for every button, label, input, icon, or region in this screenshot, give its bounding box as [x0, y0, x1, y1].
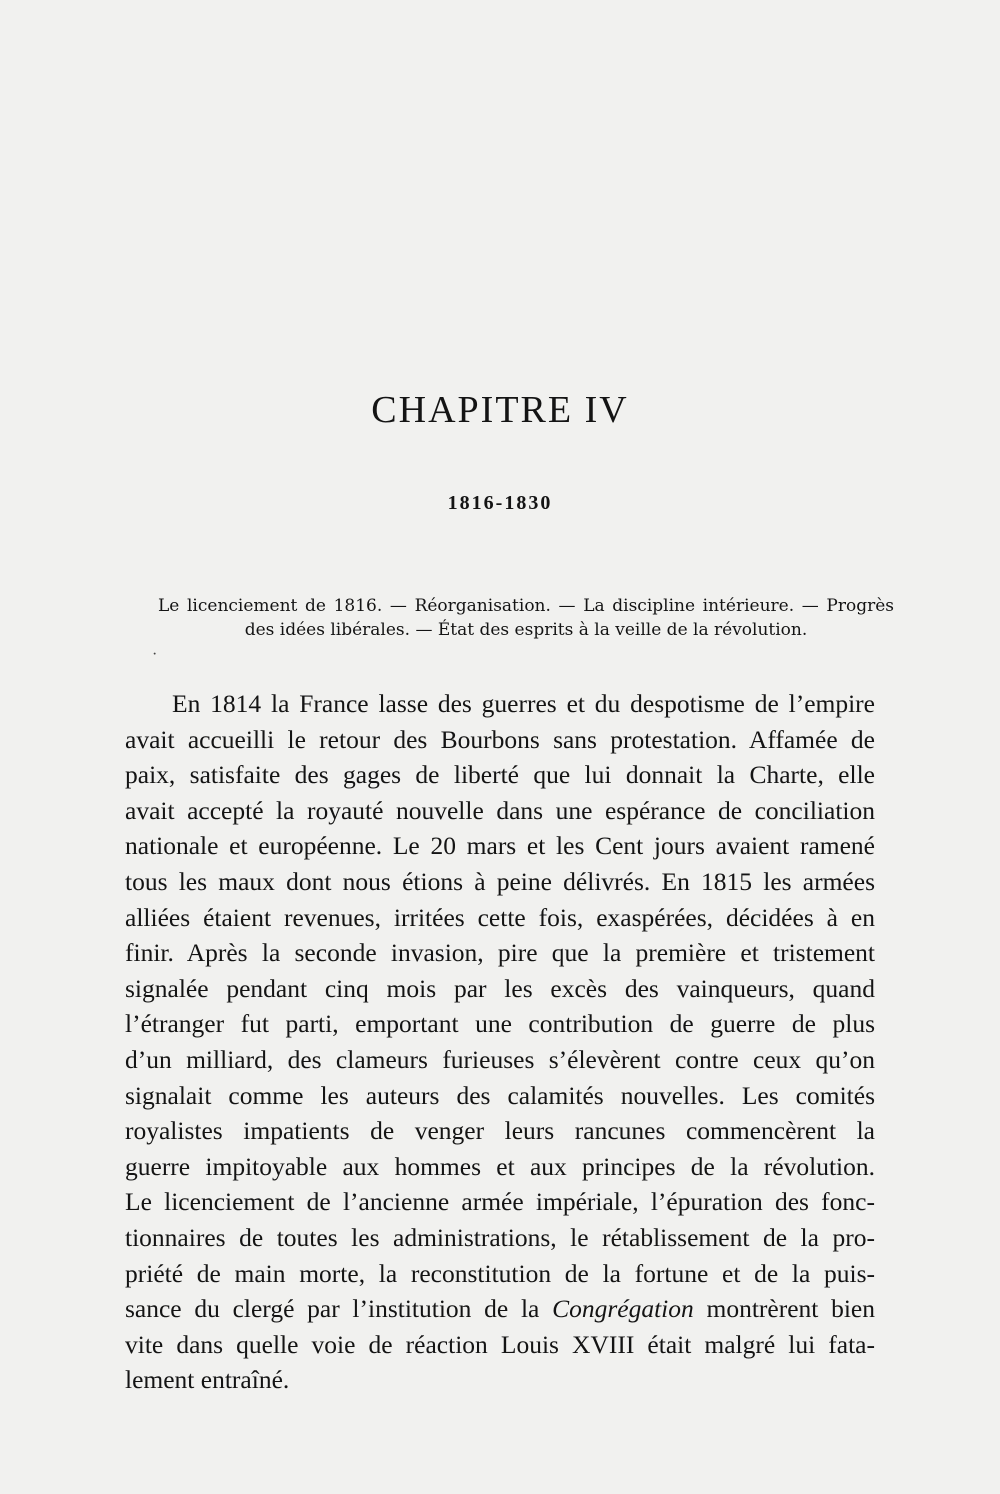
- text-line: guerre impitoyable aux hommes et aux principes de la révolution.: [125, 1151, 875, 1181]
- chapter-title: CHAPITRE IV: [371, 389, 629, 431]
- text-line: alliées étaient revenues, irritées cette fois, exaspérées, décidées à en: [125, 902, 875, 932]
- chapter-years: 1816-1830: [447, 492, 553, 514]
- text-line: lement entraîné.: [125, 1365, 290, 1395]
- text-fragment: sance du clergé par l’institution de la: [125, 1294, 553, 1324]
- text-line: paix, satisfaite des gages de liberté que lui donnait la Charte, elle: [125, 760, 875, 790]
- margin-mark: ·: [152, 646, 158, 663]
- text-line: vite dans quelle voie de réaction Louis XVIII était malgré lui fata-: [125, 1329, 875, 1359]
- text-line: signalait comme les auteurs des calamités nouvelles. Les comités: [125, 1080, 875, 1110]
- summary-line: des idées libérales. — État des esprits à la veille de la révolution.: [244, 620, 808, 640]
- text-line: tous les maux dont nous étions à peine délivrés. En 1815 les armées: [125, 866, 875, 896]
- text-fragment: montrèrent bien: [693, 1294, 875, 1324]
- summary-line: Le licenciement de 1816. — Réorganisation. — La discipline intérieure. — Progrès: [158, 596, 894, 616]
- text-line: Le licenciement de l’ancienne armée impériale, l’épuration des fonc-: [125, 1187, 875, 1217]
- chapter-summary: [158, 594, 894, 642]
- body-paragraph: [125, 686, 875, 1398]
- text-line: royalistes impatients de venger leurs rancunes commencèrent la: [125, 1116, 875, 1146]
- text-line: tionnaires de toutes les administrations, le rétablissement de la pro-: [125, 1222, 875, 1252]
- text-line: l’étranger fut parti, emportant une contribution de guerre de plus: [125, 1009, 875, 1039]
- text-line: finir. Après la seconde invasion, pire que la première et tristement: [125, 938, 875, 968]
- text-line: d’un milliard, des clameurs furieuses s’élevèrent contre ceux qu’on: [125, 1044, 875, 1074]
- text-line: avait accueilli le retour des Bourbons sans protestation. Affamée de: [125, 724, 875, 754]
- text-line: nationale et européenne. Le 20 mars et les Cent jours avaient ramené: [125, 831, 875, 861]
- text-line: avait accepté la royauté nouvelle dans une espérance de conciliation: [125, 795, 875, 825]
- text-line: [125, 1291, 875, 1327]
- text-line: priété de main morte, la reconstitution de la fortune et de la puis-: [125, 1258, 875, 1288]
- text-line: signalée pendant cinq mois par les excès des vainqueurs, quand: [125, 973, 875, 1003]
- text-line: En 1814 la France lasse des guerres et du despotisme de l’empire: [172, 689, 875, 718]
- italic-term: Congrégation: [552, 1294, 694, 1324]
